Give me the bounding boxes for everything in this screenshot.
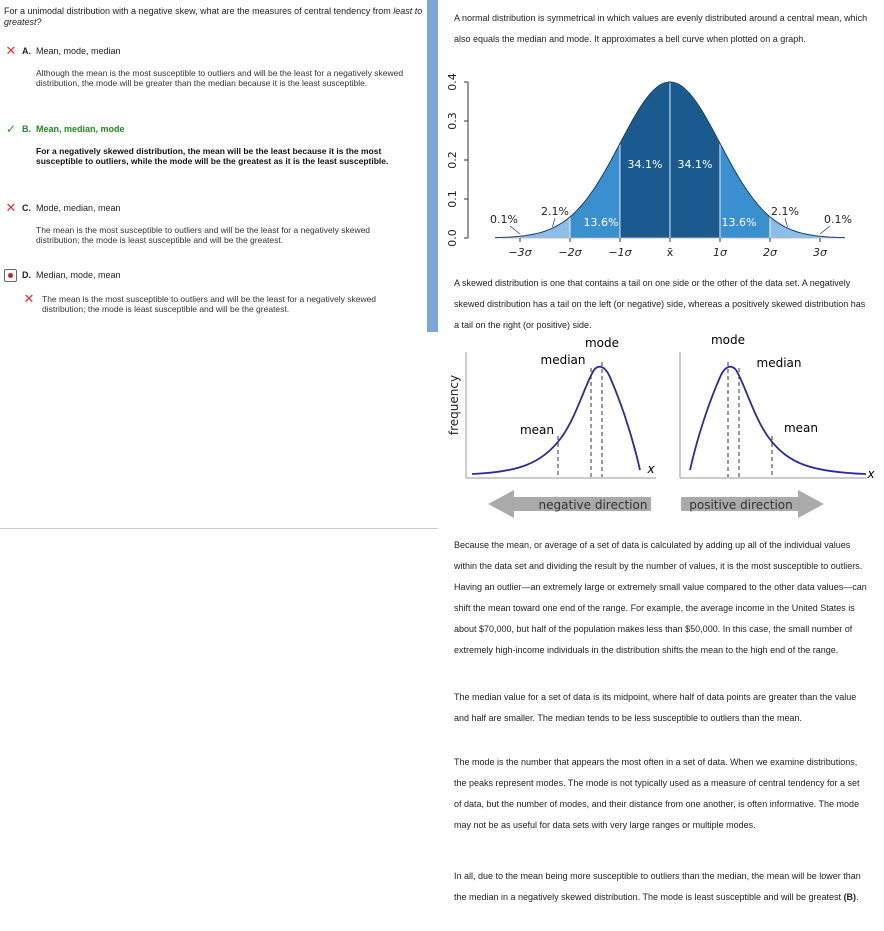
- x-tick-label: −2σ: [558, 246, 582, 259]
- option-b[interactable]: [0, 122, 420, 166]
- question-emphasis: least to greatest?: [4, 6, 423, 27]
- neg-mean-label: mean: [519, 423, 555, 437]
- pct-label-tail2-left: 2.1%: [541, 205, 569, 218]
- skewed-distributions-figure: [446, 330, 880, 525]
- option-text: Median, mode, mean: [36, 270, 121, 280]
- incorrect-x-icon: ✕: [5, 200, 17, 215]
- positive-direction-label: positive direction: [689, 498, 793, 512]
- option-text: Mean, mode, median: [36, 46, 121, 56]
- y-tick-label: 0.4: [446, 73, 459, 91]
- option-text: Mode, median, mean: [36, 203, 121, 213]
- neg-mode-label: mode: [584, 336, 620, 350]
- median-paragraph: The median value for a set of data is its midpoint, where half of data points are greater than the value and half are smaller. The median tends to be less susceptible to outliers than the mean.: [454, 692, 857, 723]
- pct-label-center-right: 34.1%: [677, 158, 713, 171]
- option-letter: B.: [22, 124, 31, 134]
- x-ticks: [508, 238, 828, 259]
- normal-distribution-figure: [446, 70, 880, 270]
- x-tick-label: −3σ: [508, 246, 532, 259]
- section-divider: [0, 528, 438, 529]
- label-pointer-line: [553, 218, 556, 227]
- x-tick-label: −1σ: [608, 246, 632, 259]
- y-tick-label: 0.0: [446, 229, 459, 247]
- mean-paragraph: Because the mean, or average of a set of data is calculated by adding up all of the individual values within the data set and dividing the result by the number of values, it is the most susceptible to outliers. Having an outlier—an extremely large or extremely small value compared to the other data values—can shift the mean toward one end of the range. For example, the average income in the United States is about $70,000, but half of the population makes less than $50,000. In this case, the small number of extremely high-income individuals in the distribution shifts the mean to the high end of the range.: [454, 540, 867, 655]
- label-pointer-line: [820, 226, 830, 234]
- conclusion-paragraph: [454, 866, 868, 908]
- neg-median-label: median: [540, 353, 586, 367]
- y-ticks: [446, 73, 468, 247]
- pct-label-mid-left: 13.6%: [583, 216, 619, 229]
- incorrect-x-icon: ✕: [23, 291, 35, 306]
- option-explanation: Although the mean is the most susceptible to outliers and will be the least for a negatively skewed distribution, the mode will be greater than the median because it is the least susceptible.: [36, 68, 404, 88]
- option-c[interactable]: [0, 200, 420, 245]
- y-tick-label: 0.1: [446, 190, 459, 208]
- question-text: [4, 6, 424, 28]
- scroll-indicator-bar: [427, 0, 438, 332]
- option-d[interactable]: [0, 268, 420, 314]
- negative-direction-label: negative direction: [538, 498, 648, 512]
- option-explanation: For a negatively skewed distribution, the mean will be the least because it is the most susceptible to outliers, while the mode will be the greatest as it is the least susceptible.: [36, 146, 389, 166]
- conclusion-text: In all, due to the mean being more susceptible to outliers than the median, the mean will be lower than the median in a negatively skewed distribution. The mode is least susceptible and will be greatest: [454, 871, 861, 902]
- pos-mean-label: mean: [783, 421, 819, 435]
- x-tick-label: 1σ: [713, 246, 727, 259]
- incorrect-x-icon: ✕: [5, 43, 17, 58]
- pos-mode-label: mode: [710, 333, 746, 347]
- normal-distribution-intro: A normal distribution is symmetrical in which values are evenly distributed around a central mean, which also equals the median and mode. It approximates a bell curve when plotted on a graph.: [454, 13, 868, 44]
- option-letter: C.: [22, 203, 31, 213]
- frequency-axis-label: frequency: [447, 374, 461, 436]
- selected-radio-icon[interactable]: [4, 269, 17, 282]
- positive-skew-curve: [690, 367, 866, 474]
- pct-label-center-left: 34.1%: [627, 158, 663, 171]
- label-pointer-line: [510, 226, 520, 234]
- negative-skew-curve: [472, 367, 640, 474]
- y-tick-label: 0.2: [446, 151, 459, 169]
- correct-check-icon: ✓: [5, 122, 17, 136]
- option-a[interactable]: [0, 43, 420, 88]
- pos-x-label: x: [867, 467, 875, 481]
- pct-label-tail3-right: 0.1%: [824, 213, 852, 226]
- x-tick-label: x̄: [666, 246, 674, 259]
- option-letter: A.: [22, 46, 31, 56]
- y-tick-label: 0.3: [446, 112, 459, 130]
- pct-label-tail2-right: 2.1%: [771, 205, 799, 218]
- pos-median-label: median: [756, 356, 802, 370]
- option-explanation: The mean is the most susceptible to outliers and will be the least for a negatively skewed distribution; the mode is least susceptible and will be the greatest.: [42, 294, 377, 314]
- conclusion-end: .: [856, 892, 859, 902]
- skewed-distribution-intro: A skewed distribution is one that contains a tail on one side or the other of the data set. A negatively skewed distribution has a tail on the left (or negative) side, whereas a positively skewed distribution has a tail on the right (or positive) side.: [454, 278, 866, 330]
- pct-label-mid-right: 13.6%: [721, 216, 757, 229]
- mode-paragraph: The mode is the number that appears the most often in a set of data. When we examine distributions, the peaks represent modes. The mode is not typically used as a measure of central tendency for a set of data, but the number of modes, and their distance from one another, is often informative. The mode may not be as useful for data sets with very large ranges or multiple modes.: [454, 757, 860, 830]
- question-prefix: For a unimodal distribution with a negative skew, what are the measures of central tendency from: [4, 6, 394, 16]
- option-explanation: The mean is the most susceptible to outliers and will be the least for a negatively skewed distribution; the mode is least susceptible and will be the greatest.: [36, 225, 371, 245]
- conclusion-answer: (B): [843, 892, 857, 902]
- x-tick-label: 2σ: [763, 246, 777, 259]
- neg-x-label: x: [647, 462, 655, 476]
- label-pointer-line: [785, 218, 788, 227]
- x-tick-label: 3σ: [813, 246, 827, 259]
- option-letter: D.: [22, 270, 31, 280]
- option-text: Mean, median, mode: [36, 124, 125, 134]
- pct-label-tail3-left: 0.1%: [490, 213, 518, 226]
